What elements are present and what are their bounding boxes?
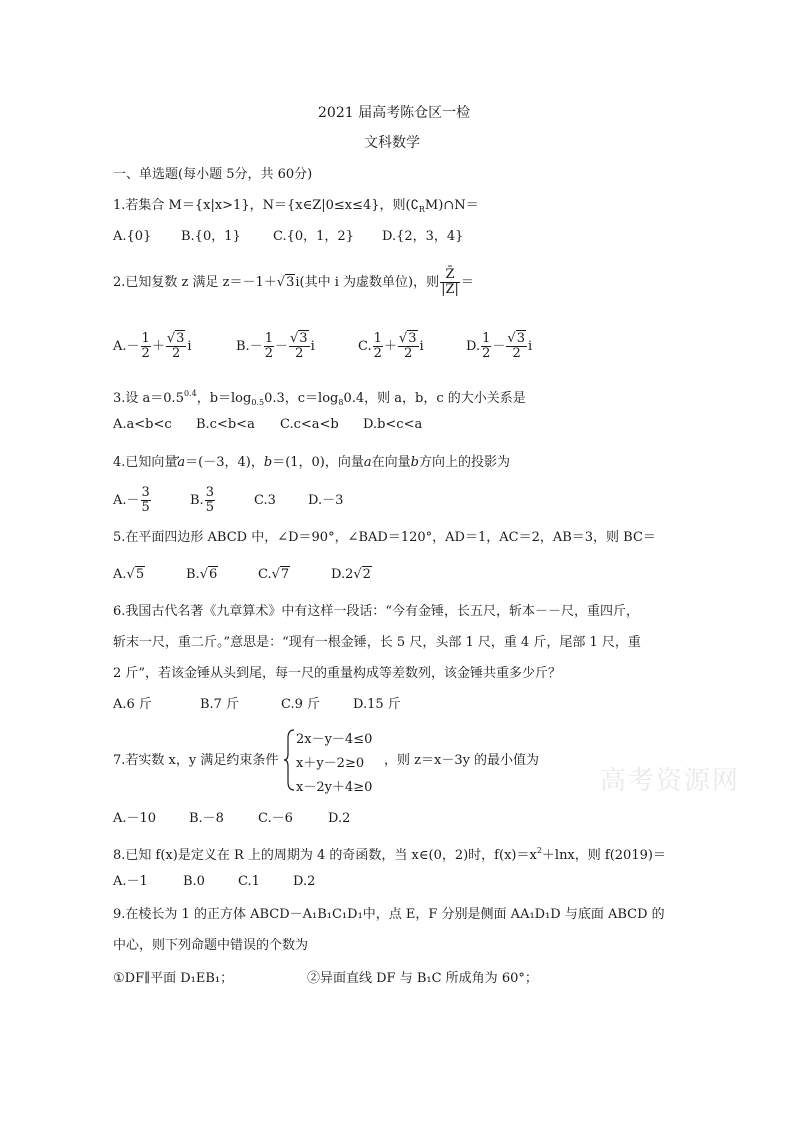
question-2-option-c: C. $\frac{1}{2}$ ＋ $\frac{√3}{2}$ i bbox=[358, 331, 424, 361]
question-3-option-d: D.b<c<a bbox=[363, 417, 423, 432]
question-5-option-d: D.2√2 bbox=[331, 567, 371, 582]
question-4-stem: 4.已知向量a＝(－3，4)，b＝(1，0)，向量a在向量b方向上的投影为 bbox=[113, 455, 510, 470]
question-3-option-b: B.c<b<a bbox=[196, 417, 255, 432]
question-6-line-3: 2 斤”，若该金锤从头到尾，每一尺的重量构成等差数列，该金锤共重多少斤？ bbox=[113, 666, 562, 681]
question-7-option-d: D.2 bbox=[328, 811, 351, 826]
question-6-line-2: 斩末一尺，重二斤。”意思是：“现有一根金锤，长 5 尺，头部 1 尺，重 4 斤，尾部 1 尺，重 bbox=[113, 635, 641, 650]
question-2-stem: 2.已知复数 z 满足 z＝－1＋√3i(其中 i 为虚数单位)，则 $\frac{Z̄}{|Z|}$ ＝ bbox=[113, 267, 474, 297]
vector-b: b bbox=[263, 455, 273, 470]
constraint-2: x＋y－2≥0 bbox=[296, 756, 365, 771]
question-1-option-a: A.{0} bbox=[113, 229, 152, 244]
question-8-option-b: B.0 bbox=[183, 874, 205, 889]
question-3-stem: 3.设 $a=0.5^{0.4}$，$b=\log_{0.5}0.3$，$c=\log_80.4$，则 a，b，c 的大小关系是 bbox=[113, 389, 526, 407]
question-7-option-c: C.－6 bbox=[258, 811, 293, 826]
question-7-option-a: A.－10 bbox=[113, 811, 157, 826]
question-4-option-c: C.3 bbox=[254, 493, 276, 508]
watermark: 高考资源网 bbox=[600, 766, 741, 796]
exam-subtitle: 文科数学 bbox=[364, 135, 420, 151]
question-1-option-b: B.{0，1} bbox=[181, 229, 241, 244]
question-3-option-c: C.c<a<b bbox=[280, 417, 339, 432]
question-6-option-a: A.6 斤 bbox=[113, 697, 152, 712]
question-1-option-d: D.{2，3，4} bbox=[382, 229, 464, 244]
exam-title: 2021 届高考陈仓区一检 bbox=[318, 105, 471, 121]
question-6-line-1: 6.我国古代名著《九章算术》中有这样一段话：“今有金锤，长五尺，斩本－－尺，重四斤， bbox=[113, 604, 640, 619]
question-9-item-1: ①DF∥平面 D₁EB₁； bbox=[113, 971, 234, 986]
section-heading: 一、单选题(每小题 5分，共 60分) bbox=[113, 167, 313, 182]
question-6-option-c: C.9 斤 bbox=[281, 697, 321, 712]
question-4-option-b: B. $\frac{3}{5}$ bbox=[190, 485, 214, 515]
question-3-option-a: A.a<b<c bbox=[113, 417, 172, 432]
question-2-option-b: B.－ $\frac{1}{2}$ － $\frac{√3}{2}$ i bbox=[236, 331, 315, 361]
question-9-item-2: ②异面直线 DF 与 B₁C 所成角为 60°； bbox=[307, 971, 538, 986]
question-7-stem-prefix: 7.若实数 x，y 满足约束条件 bbox=[113, 753, 279, 768]
question-1-stem: 1.若集合 M＝{x|x>1}，N＝{x∈Z|0≤x≤4}，则$(∁_RM)\cap N=$ bbox=[113, 198, 479, 214]
question-6-option-d: D.15 斤 bbox=[353, 697, 401, 712]
question-5-stem: 5.在平面四边形 ABCD 中，∠D＝90°，∠BAD＝120°，AD＝1，AC＝2，AB＝3，则 BC＝ bbox=[113, 530, 656, 545]
constraint-3: x－2y＋4≥0 bbox=[296, 780, 373, 795]
question-1-option-c: C.{0，1，2} bbox=[273, 229, 354, 244]
vector-a: a bbox=[177, 455, 186, 470]
constraint-brace bbox=[283, 728, 297, 792]
question-9-line-1: 9.在棱长为 1 的正方体 ABCD－A₁B₁C₁D₁中，点 E，F 分别是侧面 AA₁D₁D 与底面 ABCD 的 bbox=[113, 907, 665, 922]
question-2-option-d: D. $\frac{1}{2}$ － $\frac{√3}{2}$ i bbox=[466, 331, 533, 361]
question-9-line-2: 中心，则下列命题中错误的个数为 bbox=[113, 938, 309, 953]
question-8-option-a: A.－1 bbox=[113, 874, 148, 889]
question-2-option-a: A.－ $\frac{1}{2}$ ＋ $\frac{√3}{2}$ i bbox=[113, 331, 192, 361]
question-7-option-b: B.－8 bbox=[189, 811, 224, 826]
question-6-option-b: B.7 斤 bbox=[200, 697, 240, 712]
constraint-1: 2x－y－4≤0 bbox=[296, 732, 373, 747]
fraction-zbar-over-modz: $\frac{Z̄}{|Z|}$ bbox=[441, 267, 459, 297]
question-7-stem-suffix: ，则 z＝x－3y 的最小值为 bbox=[384, 753, 540, 768]
question-8-stem: 8.已知 f(x)是定义在 R 上的周期为 4 的奇函数，当 x∈(0，2)时，$f(x)=x^2+\ln x$，则 f(2019)＝ bbox=[113, 846, 666, 863]
question-5-option-c: C.√7 bbox=[258, 567, 290, 582]
question-8-option-c: C.1 bbox=[238, 874, 260, 889]
question-8-option-d: D.2 bbox=[293, 874, 316, 889]
question-5-option-b: B.√6 bbox=[186, 567, 218, 582]
question-5-option-a: A.√5 bbox=[113, 567, 145, 582]
question-4-option-a: A.－ $\frac{3}{5}$ bbox=[113, 485, 150, 515]
question-4-option-d: D.－3 bbox=[308, 493, 344, 508]
